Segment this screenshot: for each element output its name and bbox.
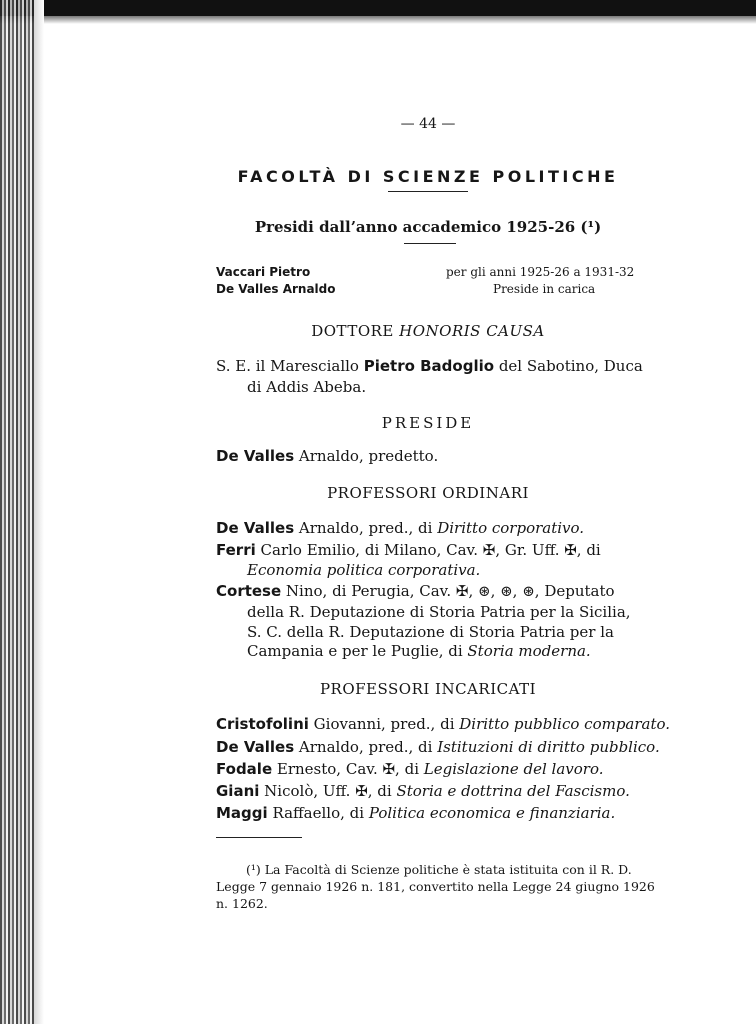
incaricati-entry: Maggi Raffaello, di Politica economica e finanziaria. [216, 804, 616, 822]
honoris-heading: DOTTORE HONORIS CAUSA [311, 322, 545, 340]
presidi-term-1: per gli anni 1925-26 a 1931-32 [446, 265, 635, 279]
ordinari-entry-devalles: De Valles Arnaldo, pred., di Diritto corporativo. [216, 519, 585, 537]
honoris-entry: S. E. il Maresciallo Pietro Badoglio del Sabotino, Duca [216, 357, 643, 375]
incaricati-entry: Giani Nicolò, Uff. ✠, di Storia e dottrina del Fascismo. [216, 782, 630, 800]
incaricati-entry: De Valles Arnaldo, pred., di Istituzioni di diritto pubblico. [216, 738, 660, 756]
presidi-term-2: Preside in carica [493, 282, 596, 296]
page-number: — 44 — [400, 116, 456, 132]
footnote-rule [216, 837, 302, 838]
honoris-entry-line2: di Addis Abeba. [247, 378, 367, 396]
ordinari-ferri-subject: Economia politica corporativa. [247, 561, 481, 579]
footnote-line3: n. 1262. [216, 896, 268, 911]
preside-heading: PRESIDE [381, 414, 475, 432]
presidi-title: Presidi dall’anno accademico 1925-26 (¹) [254, 218, 602, 236]
ordinari-cortese-line2: della R. Deputazione di Storia Patria per la Sicilia, [247, 603, 631, 621]
presidi-rule [404, 243, 456, 244]
footnote-line2: Legge 7 gennaio 1926 n. 181, convertito nella Legge 24 giugno 1926 [216, 879, 655, 894]
ordinari-entry-cortese: Cortese Nino, di Perugia, Cav. ✠, ⊛, ⊛, ⊛, Deputato [216, 582, 615, 600]
incaricati-entry: Cristofolini Giovanni, pred., di Diritto pubblico comparato. [216, 715, 671, 733]
presidi-name-2: De Valles Arnaldo [216, 282, 336, 296]
incaricati-entry: Fodale Ernesto, Cav. ✠, di Legislazione del lavoro. [216, 760, 604, 778]
footnote-line1: (¹) La Facoltà di Scienze politiche è stata istituita con il R. D. [246, 862, 632, 877]
incaricati-heading: PROFESSORI INCARICATI [319, 680, 537, 698]
presidi-name-1: Vaccari Pietro [216, 265, 311, 279]
ordinari-entry-ferri: Ferri Carlo Emilio, di Milano, Cav. ✠, Gr. Uff. ✠, di [216, 541, 601, 559]
ordinari-cortese-line3: S. C. della R. Deputazione di Storia Patria per la [247, 623, 614, 641]
title-rule [388, 191, 468, 192]
ordinari-heading: PROFESSORI ORDINARI [327, 484, 529, 502]
preside-entry: De Valles Arnaldo, predetto. [216, 447, 439, 465]
ordinari-cortese-line4: Campania e per le Puglie, di Storia moderna. [247, 642, 591, 660]
faculty-title: FACOLTÀ DI SCIENZE POLITICHE [237, 167, 619, 186]
